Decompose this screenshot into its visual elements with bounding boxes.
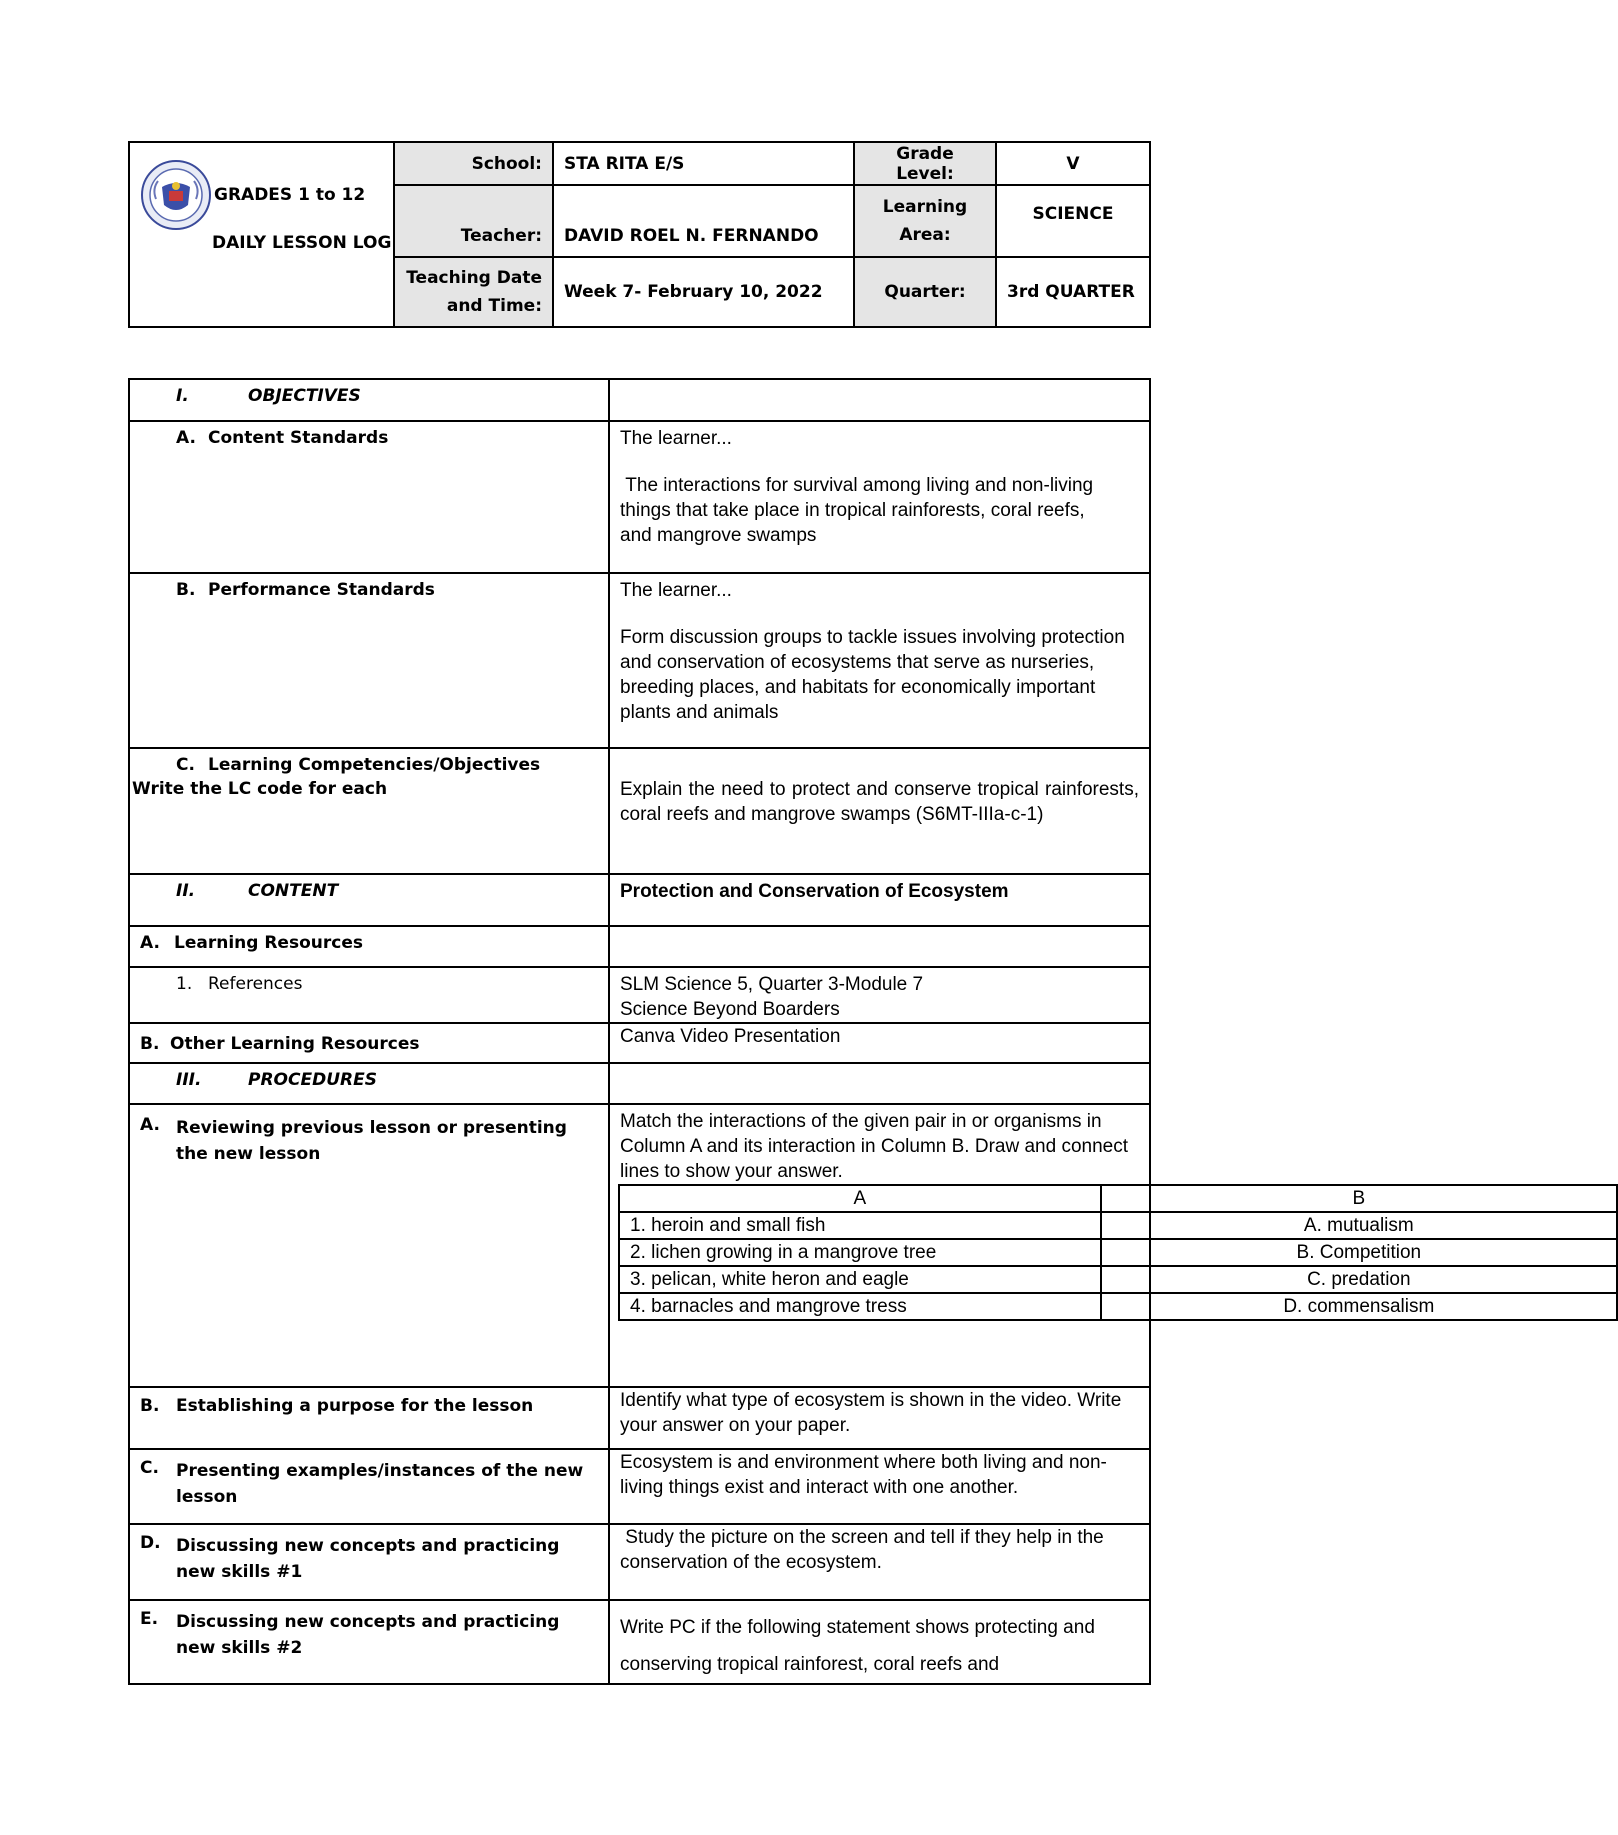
other-resources-label: B. Other Learning Resources	[129, 1023, 609, 1063]
learning-resources-label: A. Learning Resources	[129, 926, 609, 967]
procedures-value	[609, 1063, 1150, 1104]
performance-standards-label: B. Performance Standards	[129, 573, 609, 748]
reviewing-text: Match the interactions of the given pair in or organisms in Column A and its interaction in Column B. Draw and connect lines to show your answer.	[620, 1111, 1128, 1182]
competencies-sub: Write the LC code for each	[132, 779, 388, 799]
match-cell-a: 4. barnacles and mangrove tress	[619, 1293, 1101, 1320]
learning-area-label	[854, 185, 996, 257]
performance-standards-value	[609, 573, 1150, 748]
references-row	[129, 967, 1150, 1023]
header-table	[128, 141, 1151, 328]
other-resources-value: Canva Video Presentation	[609, 1023, 1150, 1063]
learning-area-label-line1: Learning	[882, 197, 968, 217]
content-label: II. CONTENT	[129, 874, 609, 926]
content-standards-row	[129, 421, 1150, 573]
learning-area-label-line2: Area:	[899, 225, 951, 245]
learning-area-value: SCIENCE	[996, 185, 1150, 257]
objectives-row	[129, 379, 1150, 421]
match-cell-b: A. mutualism	[1101, 1212, 1617, 1239]
discussing1-value: Study the picture on the screen and tell if they help in the conservation of the ecosystem.	[609, 1524, 1150, 1600]
teacher-value: DAVID ROEL N. FERNANDO	[553, 185, 854, 257]
match-cell-b: D. commensalism	[1101, 1293, 1617, 1320]
teaching-date-label-line1: Teaching Date	[406, 268, 542, 288]
school-value: STA RITA E/S	[553, 142, 854, 185]
performance-standards-text: Form discussion groups to tackle issues involving protection and conservation of ecosystems that serve as nurseries, breeding places, and habitats for economically important plants and animals	[620, 627, 1125, 723]
match-cell-b: C. predation	[1101, 1266, 1617, 1293]
match-cell-b: B. Competition	[1101, 1239, 1617, 1266]
references-line2: Science Beyond Boarders	[620, 999, 840, 1020]
discussing2-value: Write PC if the following statement shows protecting and conserving tropical rainforest, coral reefs and	[609, 1600, 1150, 1684]
teacher-label: Teacher:	[394, 185, 553, 257]
school-label: School:	[394, 142, 553, 185]
competencies-row	[129, 748, 1150, 874]
purpose-row	[129, 1387, 1150, 1449]
header-logo-cell	[129, 142, 394, 327]
references-value	[609, 967, 1150, 1023]
examples-label: C. Presenting examples/instances of the new lesson	[129, 1449, 609, 1524]
purpose-label: B. Establishing a purpose for the lesson	[129, 1387, 609, 1449]
grade-label: Grade Level:	[854, 142, 996, 185]
competencies-value: Explain the need to protect and conserve tropical rainforests, coral reefs and mangrove swamps (S6MT-IIIa-c-1)	[609, 748, 1150, 874]
discussing1-row	[129, 1524, 1150, 1600]
discussing2-row	[129, 1600, 1150, 1684]
match-table	[618, 1184, 1618, 1321]
discussing1-label: D. Discussing new concepts and practicing new skills #1	[129, 1524, 609, 1600]
other-resources-row	[129, 1023, 1150, 1063]
learning-resources-row	[129, 926, 1150, 967]
reviewing-label: A. Reviewing previous lesson or presenting the new lesson	[129, 1104, 609, 1387]
content-standards-text: The interactions for survival among living and non-living things that take place in tropical rainforests, coral reefs, and mangrove swamps	[620, 475, 1099, 546]
performance-standards-row	[129, 573, 1150, 748]
match-header-b: B	[1101, 1185, 1617, 1212]
content-standards-label: A. Content Standards	[129, 421, 609, 573]
deped-seal-icon	[140, 159, 212, 231]
competencies-label: C. Learning Competencies/Objectives Write the LC code for each	[129, 748, 609, 874]
performance-standards-intro: The learner...	[620, 580, 732, 601]
quarter-value: 3rd QUARTER	[996, 257, 1150, 327]
quarter-label: Quarter:	[854, 257, 996, 327]
references-line1: SLM Science 5, Quarter 3-Module 7	[620, 974, 924, 995]
match-cell-a: 1. heroin and small fish	[619, 1212, 1101, 1239]
objectives-value	[609, 379, 1150, 421]
learning-resources-value	[609, 926, 1150, 967]
content-standards-intro: The learner...	[620, 428, 732, 449]
procedures-label: III. PROCEDURES	[129, 1063, 609, 1104]
match-header-a: A	[619, 1185, 1101, 1212]
match-cell-a: 3. pelican, white heron and eagle	[619, 1266, 1101, 1293]
teaching-date-label-line2: and Time:	[446, 296, 542, 316]
teaching-date-value: Week 7- February 10, 2022	[553, 257, 854, 327]
teaching-date-label	[394, 257, 553, 327]
examples-row	[129, 1449, 1150, 1524]
examples-value: Ecosystem is and environment where both living and non-living things exist and interact with one another.	[609, 1449, 1150, 1524]
content-value: Protection and Conservation of Ecosystem	[609, 874, 1150, 926]
lesson-log-table	[128, 378, 1435, 1685]
reviewing-value	[609, 1104, 1435, 1387]
objectives-label: I. OBJECTIVES	[129, 379, 609, 421]
reviewing-row	[129, 1104, 1150, 1387]
content-standards-value	[609, 421, 1150, 573]
references-label: 1. References	[129, 967, 609, 1023]
grade-value: V	[996, 142, 1150, 185]
header-title-line1: GRADES 1 to 12	[214, 185, 366, 205]
header-title-line2: DAILY LESSON LOG	[212, 233, 392, 253]
purpose-value: Identify what type of ecosystem is shown in the video. Write your answer on your paper.	[609, 1387, 1150, 1449]
discussing2-label: E. Discussing new concepts and practicing new skills #2	[129, 1600, 609, 1684]
procedures-row	[129, 1063, 1150, 1104]
content-row	[129, 874, 1150, 926]
match-cell-a: 2. lichen growing in a mangrove tree	[619, 1239, 1101, 1266]
